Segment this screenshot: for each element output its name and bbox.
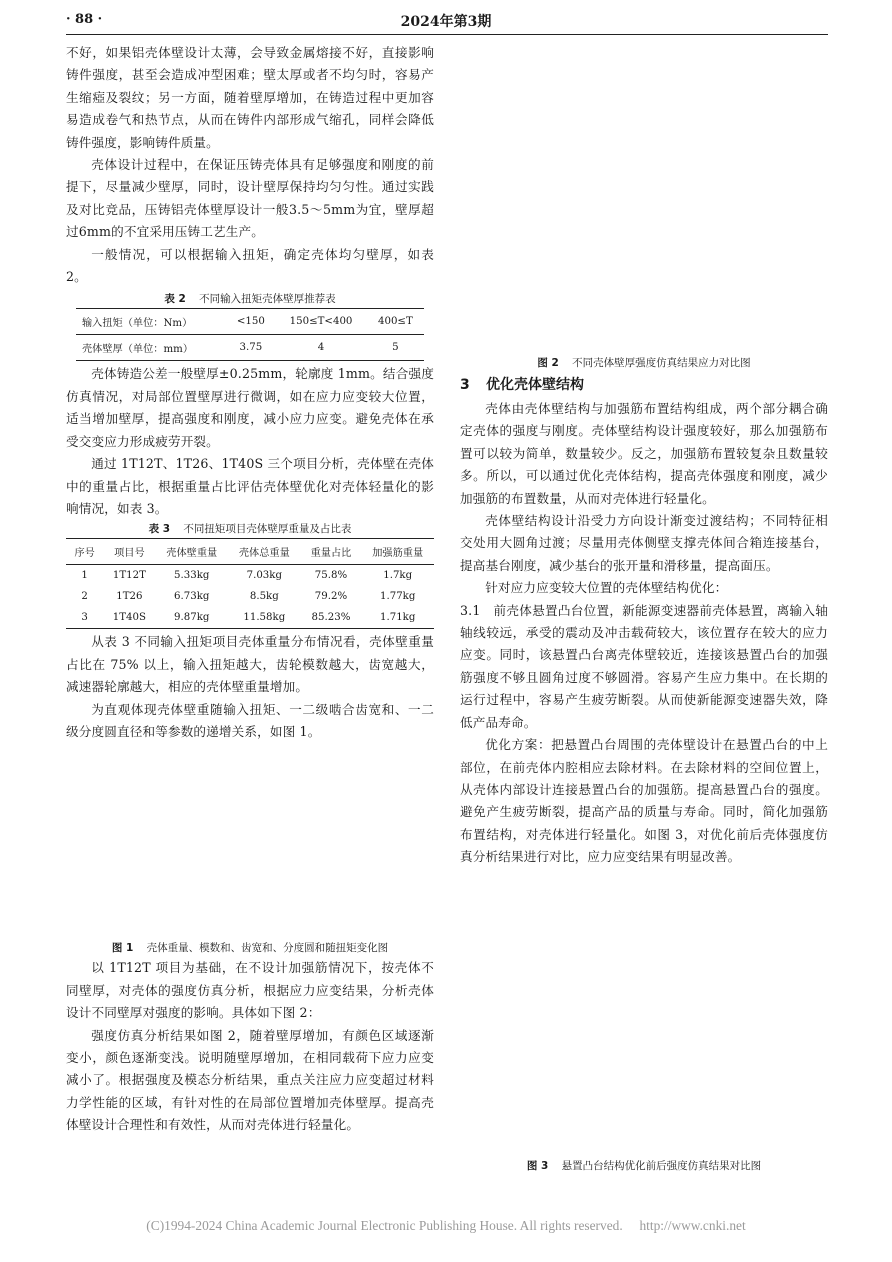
caption-text: 壳体重量、模数和、齿宽和、分度圆和随扭矩变化图 [146, 942, 389, 955]
paragraph: 壳体壁结构设计沿受力方向设计渐变过渡结构；不同特征相交处用大圆角过渡；尽量用壳体侧壁支撑壳体间合箱连接基台，提高基台刚度，减少基台的张开量和滑移量，提高面压。 [460, 513, 828, 573]
copyright-footer [0, 1218, 892, 1234]
table-cell: 输入扭矩（单位：Nm） [82, 318, 193, 330]
table-cell: 1 [81, 570, 88, 582]
section-heading [460, 372, 828, 398]
table-header-cell: 加强筋重量 [372, 548, 424, 560]
paragraph: 通过 1T12T、1T26、1T40S 三个项目分析，壳体壁在壳体中的重量占比，根据重量占比评估壳体壁优化对壳体轻量化的影响情况，如表 3。 [66, 456, 434, 516]
table-header-cell: 项目号 [114, 548, 145, 560]
journal-issue: 2024年第3期 [400, 14, 492, 30]
table-cell: 6.73kg [174, 591, 210, 603]
table-header-cell: 重量占比 [310, 548, 352, 560]
figure-2-caption [460, 354, 828, 372]
page-number: · 88 · [66, 12, 103, 27]
caption-label: 图 1 [111, 942, 134, 955]
table-row [76, 335, 424, 361]
table-cell: 150≤T<400 [289, 316, 353, 328]
table-3-caption [66, 520, 434, 538]
paragraph: 一般情况，可以根据输入扭矩，确定壳体均匀壁厚，如表 2。 [66, 246, 434, 285]
table-cell: 85.23% [311, 612, 351, 624]
table-cell: 11.58kg [243, 612, 286, 624]
table-header-cell: 壳体壁重量 [166, 548, 218, 560]
table-cell: 5 [392, 342, 399, 354]
table-3 [66, 538, 434, 629]
table-cell: 8.5kg [249, 591, 279, 603]
table-cell: <150 [236, 316, 265, 328]
paragraph: 从表 3 不同输入扭矩项目壳体重量分布情况看，壳体壁重量占比在 75% 以上，输入扭矩越大，齿轮模数越大，齿宽越大，减速器轮廓越大，相应的壳体壁重量增加。 [66, 634, 434, 695]
table-cell: 400≤T [377, 316, 413, 328]
table-row [66, 586, 434, 607]
table-cell: 1.71kg [380, 612, 416, 624]
caption-label: 表 3 [148, 523, 171, 536]
left-column [66, 42, 434, 1137]
copyright-text: (C)1994-2024 China Academic Journal Electronic Publishing House. All rights reserved. [146, 1218, 623, 1233]
table-cell: 4 [317, 342, 325, 354]
section-number: 3 [460, 377, 470, 393]
caption-label: 表 2 [164, 293, 186, 306]
table-header-cell: 壳体总重量 [238, 548, 290, 560]
table-header-cell: 序号 [74, 548, 95, 560]
table-cell: 75.8% [314, 570, 348, 582]
table-2 [76, 308, 424, 361]
table-cell: 2 [81, 591, 88, 603]
table-cell: 3 [81, 612, 88, 624]
caption-text: 不同壳体壁厚强度仿真结果应力对比图 [572, 357, 751, 369]
paragraph: 针对应力应变较大位置的壳体壁结构优化： [485, 580, 728, 596]
paragraph: 不好，如果铝壳体壁设计太薄，会导致金属熔接不好，直接影响铸件强度，甚至会造成冲型困难；壁太厚或者不均匀时，容易产生缩瘂及裂纹；另一方面，随着壁厚增加，在铸造过程中更加容易造成卷气和热节点，从而在铸件内部形成气缩孔，同样会降低铸件强度，影响铸件质量。 [66, 45, 434, 150]
figure-3-caption [460, 1157, 828, 1175]
table-cell: 1.7kg [383, 570, 413, 582]
table-cell: 1.77kg [380, 591, 416, 603]
table-cell: 1T40S [112, 612, 146, 624]
figure-1-caption [66, 939, 434, 957]
table-row [76, 309, 424, 335]
paragraph: 强度仿真分析结果如图 2，随着壁厚增加，有颜色区域逐渐变小，颜色逐渐变浅。说明随壁厚增加，在相同载荷下应力应变减小了。根据强度及模态分析结果，重点关注应力应变超过材料力学性能的区域，有针对性的在局部位置增加壳体壁厚。提高壳体壁设计合理性和有效性，从而对壳体进行轻量化。 [66, 1027, 434, 1133]
paragraph: 3.1 前壳体悬置凸台位置，新能源变速器前壳体悬置，离输入轴轴线较远，承受的震动及冲击载荷较大，该位置存在较大的应力应变。同时，该悬置凸台离壳体壁较近，连接该悬置凸台的加强筋强度不够且圆角过度不够圆滑。容易产生应力集中。在长期的运行过程中，容易产生疲劳断裂。从而使新能源变速器失效，降低产品寿命。 [460, 602, 828, 730]
table-cell: 3.75 [239, 342, 263, 354]
caption-text: 不同扭矩项目壳体壁厚重量及占比表 [183, 523, 352, 536]
caption-label: 图 3 [526, 1159, 549, 1172]
paragraph: 壳体铸造公差一般壁厚±0.25mm，轮廓度 1mm。结合强度仿真情况，对局部位置壁厚进行微调，如在应力应变较大位置，适当增加壁厚，提高强度和刚度，减小应力应变。避免壳体在承受交变应力形成疲劳开裂。 [66, 366, 434, 449]
right-column [460, 42, 828, 1175]
paragraph: 优化方案：把悬置凸台周围的壳体壁设计在悬置凸台的中上部位，在前壳体内腔相应去除材料。在去除材料的空间位置上，从壳体内部设计连接悬置凸台的加强筋。提高悬置凸台的强度。避免产生疲劳断裂，提高产品的质量与寿命。同时，简化加强筋布置结构，对壳体进行轻量化。如图 3，对优化前后壳体强度仿真分析结果进行对比，应力应变结果有明显改善。 [460, 737, 828, 865]
table-cell: 1T12T [112, 570, 146, 582]
table-2-caption [66, 290, 434, 308]
figure-3-area [460, 869, 828, 1157]
paragraph: 壳体由壳体壁结构与加强筋布置结构组成，两个部分耦合确定壳体的强度与刚度。壳体壁结构设计强度较好，那么加强筋布置可以较为简单，数量较少。反之，加强筋布置较复杂且数量较多。所以，可以通过优化壳体结构，提高壳体强度和刚度，减少加强筋的布置数量，从而对壳体进行轻量化。 [460, 401, 828, 506]
header-rule [66, 34, 828, 35]
paragraph: 为直观体现壳体壁重随输入扭矩、一二级啮合齿宽和、一二级分度圆直径和等参数的递增关系，如图 1。 [66, 701, 434, 739]
paragraph: 以 1T12T 项目为基础，在不设计加强筋情况下，按壳体不同壁厚，对壳体的强度仿真分析，根据应力应变结果，分析壳体设计不同壁厚对强度的影响。具体如下图 2： [66, 960, 434, 1021]
table-row [66, 607, 434, 629]
table-cell: 5.33kg [174, 570, 210, 582]
table-cell: 7.03kg [246, 570, 282, 582]
table-cell: 1T26 [116, 591, 143, 603]
caption-text: 悬置凸台结构优化前后强度仿真结果对比图 [561, 1159, 762, 1172]
table-header-row [66, 539, 434, 565]
table-cell: 79.2% [314, 591, 348, 603]
table-cell: 9.87kg [174, 612, 210, 624]
figure-1-area [66, 743, 434, 939]
caption-text: 不同输入扭矩壳体壁厚推荐表 [199, 293, 336, 306]
figure-2-area [460, 42, 828, 354]
footer-url: http://www.cnki.net [639, 1218, 746, 1233]
table-cell: 壳体壁厚（单位：mm） [82, 344, 194, 356]
caption-label: 图 2 [537, 357, 559, 369]
section-title: 优化壳体壁结构 [486, 377, 584, 393]
table-row [66, 565, 434, 587]
paragraph: 壳体设计过程中，在保证压铸壳体具有足够强度和刚度的前提下，尽量减少壁厚，同时，设计壁厚保持均匀匀性。通过实践及对比竞品，压铸铝壳体壁厚设计一般3.5～5mm为宜，壁厚超过6mm的不宜采用压铸工艺生产。 [66, 157, 434, 240]
